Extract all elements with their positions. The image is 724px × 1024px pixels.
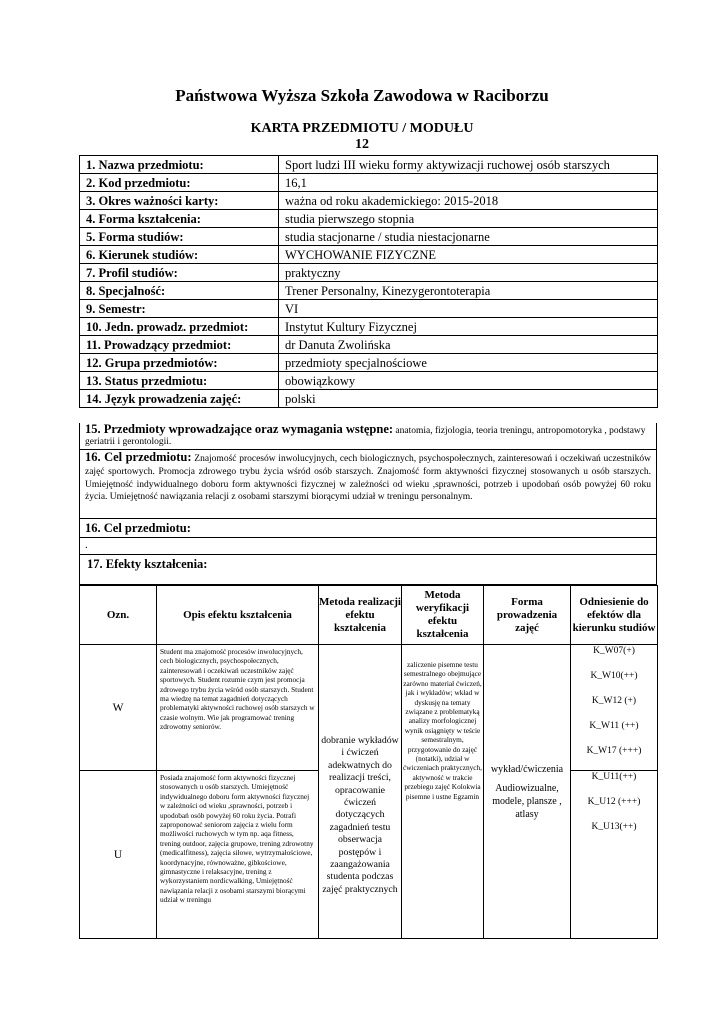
outcome-description: Posiada znajomość form aktywności fizycznej stosowanych u osób starszych. Umiejętność indywidualnego doboru form aktywności fizycznej w zależności od wieku ,sprawności, potrzeb i upodobań osób powyżej 60 roku życia. Potrafi zaproponować seniorom zajęcia z wielu form możliwości ruchowych w tym np. aqa fitness, trening outdoor, zajęcia grupowe, trening zdrowotny (medicalfitness), zajęcia siłowe, wytrzymałościowe, koordynacyjne, równoważne, gibkościowe, gimnastyczne i relaksacyjne, trening z wykorzystaniem nordicwalking, Umiejętność nawiązania relacji z osobami starszymi biorącymi udział w treningu bbox=[157, 771, 319, 939]
reference-item: K_W07(+) bbox=[593, 646, 635, 656]
info-row bbox=[80, 372, 658, 390]
reference-item: K_W11 (++) bbox=[589, 721, 639, 731]
info-label: 3. Okres ważności karty: bbox=[80, 192, 279, 210]
info-value: VI bbox=[279, 300, 658, 318]
info-row bbox=[80, 354, 658, 372]
info-row bbox=[80, 174, 658, 192]
table-row bbox=[80, 645, 658, 771]
course-form-materials: Audiowizualne, modele, plansze , atlasy bbox=[492, 782, 562, 820]
info-row bbox=[80, 282, 658, 300]
info-label: 7. Profil studiów: bbox=[80, 264, 279, 282]
outcome-code: U bbox=[80, 771, 157, 939]
learning-outcomes-table bbox=[79, 585, 658, 939]
column-header-ozn: Ozn. bbox=[80, 586, 157, 645]
prerequisites-heading: 15. Przedmioty wprowadzające oraz wymagania wstępne: bbox=[85, 422, 394, 436]
info-row bbox=[80, 318, 658, 336]
outcome-code: W bbox=[80, 645, 157, 771]
info-row bbox=[80, 390, 658, 408]
reference-item: K_W12 (+) bbox=[591, 696, 637, 706]
info-label: 12. Grupa przedmiotów: bbox=[80, 354, 279, 372]
info-row bbox=[80, 264, 658, 282]
school-name: Państwowa Wyższa Szkoła Zawodowa w Raciborzu bbox=[175, 86, 549, 105]
info-label: 13. Status przedmiotu: bbox=[80, 372, 279, 390]
reference-item: K_U12 (+++) bbox=[587, 797, 641, 807]
card-number: 12 bbox=[355, 137, 369, 152]
info-label: 8. Specjalność: bbox=[80, 282, 279, 300]
column-header-forma: Forma prowadzenia zajęć bbox=[484, 586, 571, 645]
outcome-references bbox=[571, 771, 658, 939]
info-row bbox=[80, 228, 658, 246]
info-label: 1. Nazwa przedmiotu: bbox=[80, 156, 279, 174]
course-goal-text: Znajomość procesów inwolucyjnych, cech biologicznych, psychospołecznych, zainteresowań i oczekiwań uczestników zajęć sportowych. Promocja zdrowego trybu życia wśród osób starszych. Znajomość form aktywności fizycznej stosowanych u osób starszych. Umiejętność indywidualnego doboru form aktywności fizycznej w zależności od wieku ,sprawności, potrzeb i upodobań osób powyżej 60 roku życia. Umiejętność nawiązania relacji z osobami starszymi biorącymi udział w treningu personalnym. bbox=[85, 454, 651, 503]
column-header-opis: Opis efektu kształcenia bbox=[157, 586, 319, 645]
reference-item: K_U11(++) bbox=[591, 772, 637, 782]
info-value: 16,1 bbox=[279, 174, 658, 192]
info-row bbox=[80, 246, 658, 264]
info-value: Trener Personalny, Kinezygerontoterapia bbox=[279, 282, 658, 300]
prerequisites-text: anatomia, fizjologia, teoria treningu, antropomotoryka , podstawy geriatrii i gerontologii. bbox=[85, 426, 646, 447]
learning-outcomes-heading: 17. Efekty kształcenia: bbox=[79, 555, 657, 585]
info-row bbox=[80, 192, 658, 210]
info-label: 14. Język prowadzenia zajęć: bbox=[80, 390, 279, 408]
info-value: studia stacjonarne / studia niestacjonarne bbox=[279, 228, 658, 246]
card-title: KARTA PRZEDMIOTU / MODUŁU bbox=[250, 121, 474, 136]
course-form-type: wykład/ćwiczenia bbox=[490, 763, 564, 775]
info-value: przedmioty specjalnościowe bbox=[279, 354, 658, 372]
course-goal-heading: 16. Cel przedmiotu: bbox=[85, 450, 192, 464]
info-value: obowiązkowy bbox=[279, 372, 658, 390]
info-value: praktyczny bbox=[279, 264, 658, 282]
verification-method: zaliczenie pisemne testu semestralnego obejmujące zarówno materiał ćwiczeń, jak i wykładów; wkład w dyskusję na tematy związane z problematyką analizy morfologicznej wynik osiągnięty w teście semestralnym, przygotowanie do zajęć (notatki), udział w ćwiczeniach praktycznych, aktywność w trakcie przebiegu zajęć Kolokwia pisemne i ustne Egzamin bbox=[402, 645, 484, 939]
column-header-odniesienie: Odniesienie do efektów dla kierunku studiów bbox=[571, 586, 658, 645]
table-header-row bbox=[80, 586, 658, 645]
info-label: 9. Semestr: bbox=[80, 300, 279, 318]
course-goal-text-2: . bbox=[79, 538, 657, 555]
info-value: Sport ludzi III wieku formy aktywizacji ruchowej osób starszych bbox=[279, 156, 658, 174]
info-label: 5. Forma studiów: bbox=[80, 228, 279, 246]
course-form bbox=[484, 645, 571, 939]
reference-item: K_W10(++) bbox=[590, 671, 638, 681]
column-header-metoda-weryfikacji: Metoda weryfikacji efektu kształcenia bbox=[402, 586, 484, 645]
info-row bbox=[80, 336, 658, 354]
info-row bbox=[80, 210, 658, 228]
info-value: polski bbox=[279, 390, 658, 408]
info-value: Instytut Kultury Fizycznej bbox=[279, 318, 658, 336]
course-goal-heading-2: 16. Cel przedmiotu: bbox=[79, 519, 657, 538]
reference-item: K_U13(++) bbox=[591, 822, 637, 832]
info-label: 2. Kod przedmiotu: bbox=[80, 174, 279, 192]
info-value: studia pierwszego stopnia bbox=[279, 210, 658, 228]
info-label: 11. Prowadzący przedmiot: bbox=[80, 336, 279, 354]
info-label: 6. Kierunek studiów: bbox=[80, 246, 279, 264]
info-row bbox=[80, 300, 658, 318]
info-label: 4. Forma kształcenia: bbox=[80, 210, 279, 228]
outcome-references bbox=[571, 645, 658, 771]
realization-method: dobranie wykładów i ćwiczeń adekwatnych do realizacji treści, opracowanie ćwiczeń dotyczących zagadnień testu obserwacja postępów i zaangażowania studenta podczas zajęć praktycznych bbox=[319, 645, 402, 939]
info-label: 10. Jedn. prowadz. przedmiot: bbox=[80, 318, 279, 336]
info-value: dr Danuta Zwolińska bbox=[279, 336, 658, 354]
prerequisites-section bbox=[79, 423, 657, 450]
reference-item: K_W17 (+++) bbox=[586, 746, 642, 756]
outcome-description: Student ma znajomość procesów inwolucyjnych, cech biologicznych, psychospołecznych, zainteresowań i oczekiwań uczestników zajęć sportowych. Student rozumie czym jest promocja zdrowego trybu życia wśród osób starszych. Student ma wiedzę na temat zagadnień dotyczących problematyki aktywności ruchowej osób starszych w czasie wolnym. Wie jak programować trening zdrowotny seniorów. bbox=[157, 645, 319, 771]
info-value: ważna od roku akademickiego: 2015-2018 bbox=[279, 192, 658, 210]
course-info-table bbox=[79, 155, 658, 408]
info-row bbox=[80, 156, 658, 174]
course-goal-section bbox=[79, 450, 657, 519]
info-value: WYCHOWANIE FIZYCZNE bbox=[279, 246, 658, 264]
column-header-metoda-realizacji: Metoda realizacji efektu kształcenia bbox=[319, 586, 402, 645]
